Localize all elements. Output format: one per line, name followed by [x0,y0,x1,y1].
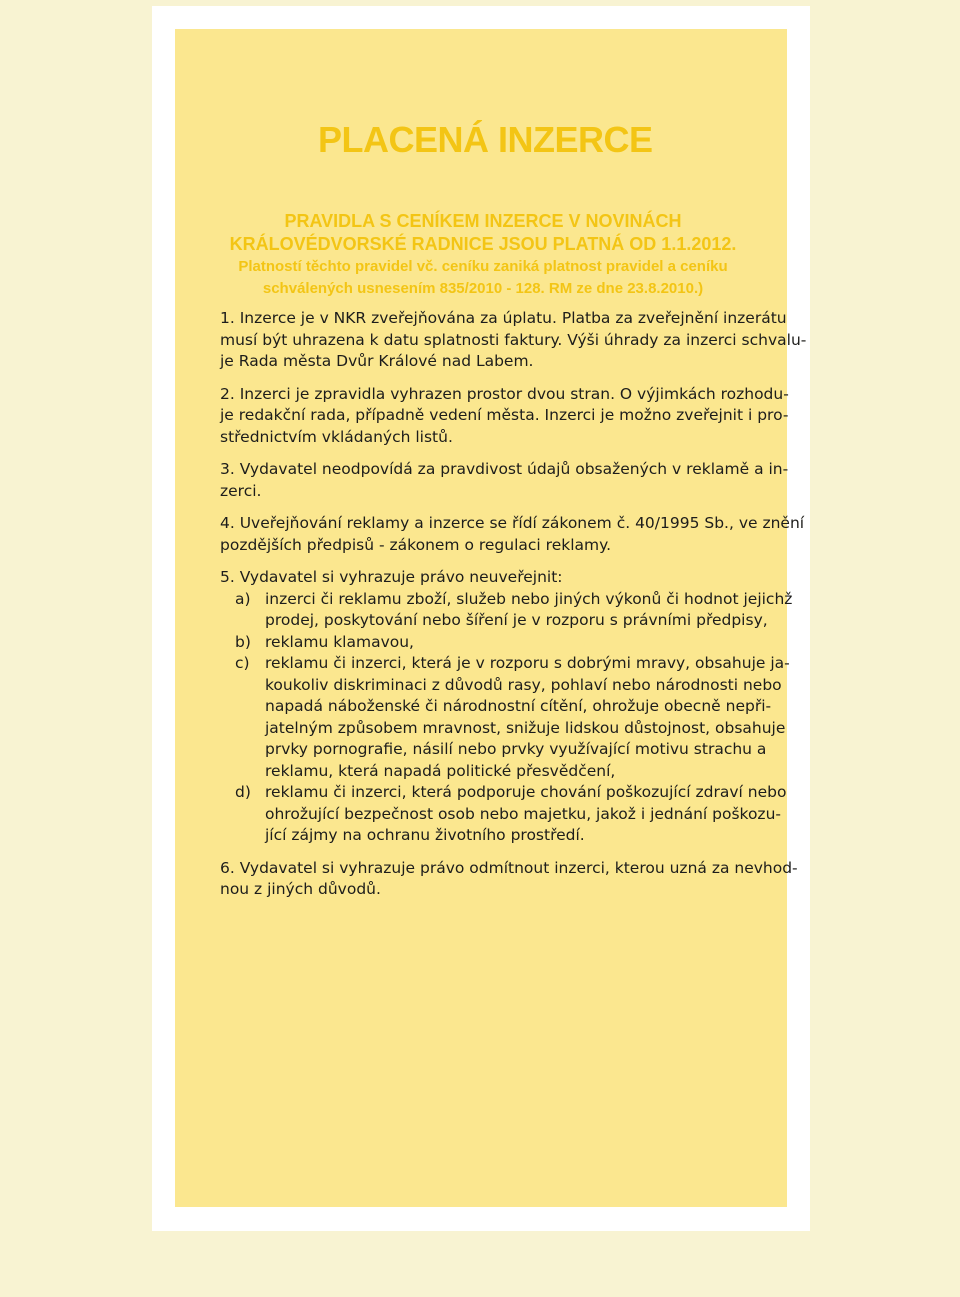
rule-5-item-a-line: inzerci či reklamu zboží, služeb nebo jiných výkonů či hodnot jejichž [265,589,793,608]
rules-body [220,308,807,912]
rule-3-line: zerci. [220,481,262,500]
rule-6-line: nou z jiných důvodů. [220,880,381,898]
list-marker: c) [235,654,250,672]
rule-5-item-c-line: napadá náboženské či národnostní cítění, ohrožuje obecně nepři- [265,697,772,715]
rule-5-item-c-line: reklamu, která napadá politické přesvědčení, [265,761,616,780]
rule-5-item-c-line: prvky pornografie, násilí nebo prvky využívající motivu strachu a [265,740,767,758]
rule-3 [220,459,789,502]
rule-5-intro: 5. Vydavatel si vyhrazuje právo neuveřejnit: [220,568,563,586]
rule-5-item-c-line: reklamu či inzerci, která je v rozporu s dobrými mravy, obsahuje ja- [265,654,790,672]
rule-5-item-c-line: jatelným způsobem mravnost, snižuje lidskou důstojnost, obsahuje [265,718,786,737]
rule-5-item-d-line: reklamu či inzerci, která podporuje chování poškozující zdraví nebo [265,783,787,801]
rule-1-line: 1. Inzerce je v NKR zveřejňována za úplatu. Platba za zveřejnění inzerátu [220,309,787,327]
rule-4-line: 4. Uveřejňování reklamy a inzerce se řídí zákonem č. 40/1995 Sb., ve znění [220,514,805,532]
subtitle-block [220,210,746,300]
rule-5-item-a-line: prodej, poskytování nebo šíření je v rozporu s právními předpisy, [265,611,768,629]
rule-2 [220,384,789,449]
rule-5-item-b [220,632,744,654]
subtitle-note-1: Platností těchto pravidel vč. ceníku zaniká platnost pravidel a ceníku [238,258,728,275]
rule-5-item-d-line: jící zájmy na ochranu životního prostředí. [265,826,585,844]
rule-5-item-c-line: koukoliv diskriminaci z důvodů rasy, pohlaví nebo národnosti nebo [265,675,782,694]
page-title: PLACENÁ INZERCE [318,119,653,160]
rule-5-item-b-line: reklamu klamavou, [265,632,414,651]
subtitle-line-1: PRAVIDLA S CENÍKEM INZERCE V NOVINÁCH [284,211,682,231]
rule-4 [220,513,805,556]
rule-1 [220,308,807,373]
rule-1-line: musí být uhrazena k datu splatnosti faktury. Výši úhrady za inzerci schvalu- [220,330,807,349]
subtitle-note-2: schválených usnesením 835/2010 - 128. RM ze dne 23.8.2010.) [262,280,704,297]
rule-2-line: střednictvím vkládaných listů. [220,427,453,446]
list-marker: a) [235,589,251,608]
rule-6 [220,858,798,901]
rule-1-line: je Rada města Dvůr Králové nad Labem. [220,352,534,370]
list-marker: d) [235,783,251,801]
rule-5 [220,567,793,847]
rule-5-item-d [220,782,787,847]
rule-2-line: 2. Inzerci je zpravidla vyhrazen prostor dvou stran. O výjimkách rozhodu- [220,384,789,403]
list-marker: b) [235,632,251,651]
rule-5-item-a [220,589,793,632]
subtitle-line-2: KRÁLOVÉDVORSKÉ RADNICE JSOU PLATNÁ OD 1.1.2012. [229,234,737,254]
rule-2-line: je redakční rada, případně vedení města. Inzerci je možno zveřejnit i pro- [220,406,789,424]
rule-5-item-c [220,653,790,782]
rule-4-line: pozdějších předpisů - zákonem o regulaci reklamy. [220,535,611,554]
rule-5-item-d-line: ohrožující bezpečnost osob nebo majetku, jakož i jednání poškozu- [265,804,781,823]
rule-6-line: 6. Vydavatel si vyhrazuje právo odmítnout inzerci, kterou uzná za nevhod- [220,858,798,877]
rule-3-line: 3. Vydavatel neodpovídá za pravdivost údajů obsažených v reklamě a in- [220,460,789,478]
